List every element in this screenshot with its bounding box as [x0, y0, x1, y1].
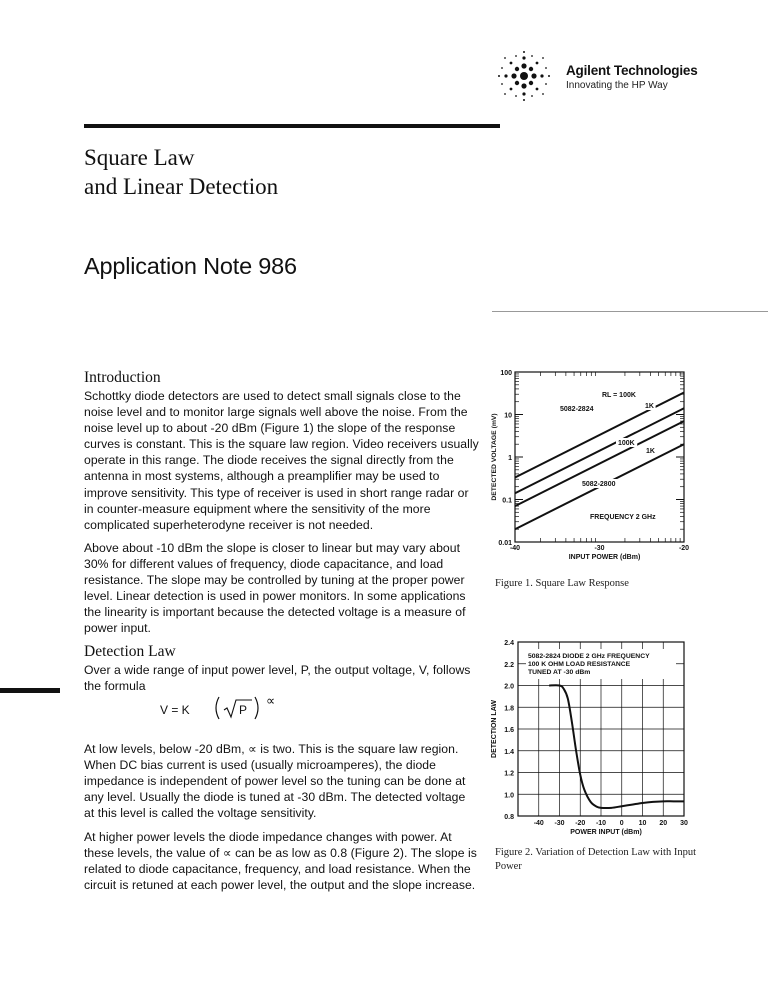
- chart-subtitle: 100 K OHM LOAD RESISTANCE: [528, 661, 631, 668]
- y-tick-label: 1: [508, 455, 512, 462]
- y-tick-label: 1.6: [504, 727, 514, 734]
- annotation-label: 1K: [646, 448, 655, 455]
- sqrt-icon: [224, 700, 252, 717]
- y-tick-label: 2.2: [504, 661, 514, 669]
- y-axis-label: DETECTED VOLTAGE (mV): [491, 413, 498, 501]
- y-tick-label: 1.4: [504, 748, 514, 756]
- page-title-line2: and Linear Detection: [84, 174, 279, 199]
- x-tick-label: -30: [594, 545, 605, 552]
- intro-paragraph-1: Schottky diode detectors are used to detect small signals close to the noise level and to monitor large signals well above the noise. From the noise level up to about -20 dBm (Figure 1) the slope of the response curves is constant. This is the square law region. Video receivers usually operate in this range. The diode receives the signal directly from the antenna in most systems, although a preamplifier may be used to improve sensitivity. This type of receiver is used in short range radar or in counter-measure equipment where the sensitivity of the more complicated superheterodyne receiver is not needed.: [84, 389, 479, 532]
- x-axis-label: INPUT POWER (dBm): [568, 554, 641, 561]
- annotation-label: 5082-2800: [582, 481, 616, 488]
- app-note-title: Application Note 986: [84, 253, 297, 279]
- y-tick-label: 1.0: [504, 792, 514, 800]
- intro-heading: Introduction: [84, 369, 161, 386]
- x-tick-label: -10: [595, 820, 607, 827]
- series-line: [549, 685, 684, 808]
- y-axis-label: DETECTION LAW: [491, 700, 498, 758]
- chart-subtitle: TUNED AT -30 dBm: [528, 669, 591, 676]
- x-tick-label: 20: [659, 820, 668, 827]
- page-title: [84, 143, 278, 201]
- detection-paragraph-3: At higher power levels the diode impedance changes with power. At these levels, the value of ∝ can be as low as 0.8 (Figure 2). The slope is related to diode capacitance, frequency, and load resistance. When the circuit is retuned at each power level, the output and the slope increase.: [84, 830, 477, 893]
- x-tick-label: 0: [619, 820, 624, 827]
- figure2-chart: [484, 632, 704, 840]
- figure2-caption: Figure 2. Variation of Detection Law with Input Power: [495, 847, 697, 872]
- x-tick-label: 10: [638, 820, 647, 827]
- formula-radicand: P: [239, 703, 248, 717]
- formula-lhs: V = K: [160, 703, 190, 717]
- brand-name: Agilent Technologies: [566, 63, 698, 78]
- spark-logo-icon: [496, 50, 552, 102]
- y-tick-label: 0.8: [504, 814, 514, 821]
- y-tick-label: 0.1: [502, 497, 512, 505]
- detection-heading: Detection Law: [84, 643, 176, 660]
- annotation-label: 100K: [618, 440, 635, 447]
- annotation-label: FREQUENCY 2 GHz: [590, 514, 656, 521]
- y-tick-label: 1.2: [504, 770, 514, 778]
- figure1-caption: Figure 1. Square Law Response: [495, 578, 629, 589]
- x-tick-label: -20: [678, 545, 690, 552]
- y-tick-label: 10: [504, 412, 512, 420]
- y-tick-label: 100: [500, 370, 512, 377]
- x-tick-label: -20: [575, 820, 586, 827]
- detection-paragraph-2: At low levels, below -20 dBm, ∝ is two. This is the square law region. When DC bias current is used (usually microamperes), the diode impedance is independent of power level so the tuning can be done at any level. Usually the diode is tuned at -30 dBm. The detected voltage at this level is called the voltage sensitivity.: [84, 742, 466, 821]
- annotation-label: 5082-2824: [560, 406, 594, 413]
- x-tick-label: -30: [554, 820, 565, 827]
- detection-paragraph-1: Over a wide range of input power level, P, the output voltage, V, follows the formula: [84, 663, 471, 694]
- brand-tagline: Innovating the HP Way: [566, 80, 668, 91]
- intro-paragraph-2: Above about -10 dBm the slope is closer to linear but may vary about 30% for different values of frequency, diode capacitance, and load resistance. The slope may be controlled by tuning at the proper power level. Linear detection is used in power monitors. In some applications the linearity is important because the detected voltage is a measure of power input.: [84, 541, 466, 636]
- subtitle-rule: [492, 311, 768, 312]
- figure1-chart: [484, 362, 704, 568]
- x-tick-label: 30: [680, 820, 688, 827]
- x-axis-label: POWER INPUT (dBm): [570, 829, 642, 836]
- series-line: [515, 421, 684, 506]
- y-tick-label: 2.0: [504, 683, 514, 691]
- chart-title: 5082-2824 DIODE 2 GHz FREQUENCY: [528, 653, 650, 660]
- x-tick-label: -40: [509, 545, 521, 552]
- x-tick-label: -40: [533, 820, 544, 827]
- y-tick-label: 0.01: [498, 540, 512, 547]
- y-tick-label: 1.8: [504, 705, 514, 713]
- formula-parens-icon: [212, 695, 264, 721]
- y-tick-label: 2.4: [504, 640, 514, 647]
- annotation-label: RL = 100K: [602, 392, 636, 399]
- section-marker-bar: [0, 688, 60, 693]
- page-title-line1: Square Law: [84, 145, 195, 170]
- title-rule: [84, 124, 500, 128]
- formula-exponent: ∝: [266, 693, 276, 708]
- annotation-label: 1K: [645, 403, 654, 410]
